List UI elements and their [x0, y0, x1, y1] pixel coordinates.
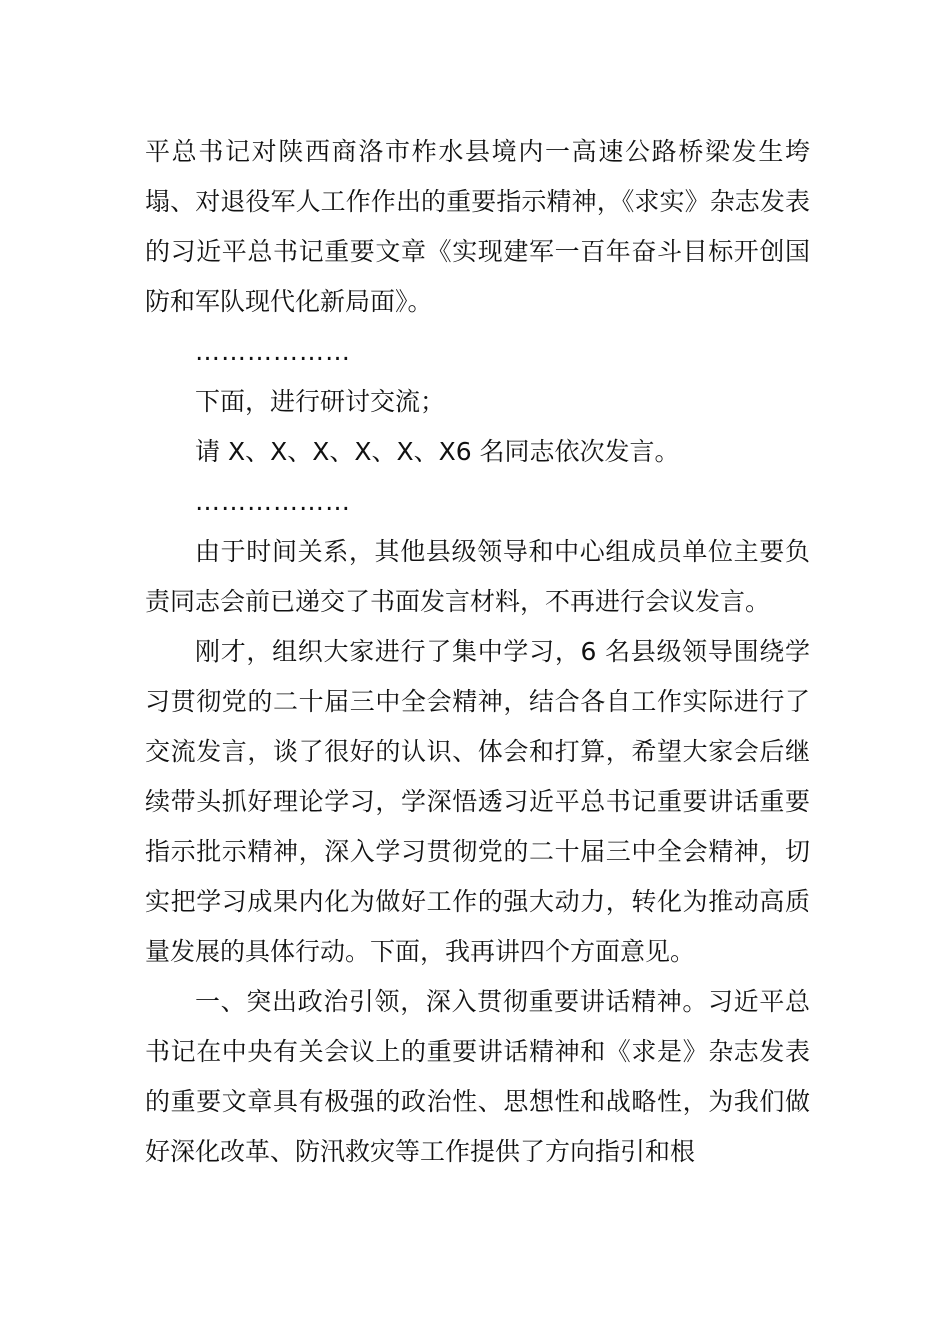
- paragraph-continuation: 平总书记对陕西商洛市柞水县境内一高速公路桥梁发生垮塌、对退役军人工作作出的重要指示精神，《求实》杂志发表的习近平总书记重要文章《实现建军一百年奋斗目标开创国防和军队现代化新局面》。: [145, 137, 810, 316]
- ellipsis-separator: ………………: [195, 337, 351, 366]
- paragraph-section-one: 一、突出政治引领，深入贯彻重要讲话精神。习近平总书记在中央有关会议上的重要讲话精神和《求是》杂志发表的重要文章具有极强的政治性、思想性和战略性，为我们做好深化改革、防汛救灾等工作提供了方向指引和根: [145, 987, 810, 1166]
- paragraph-discussion-intro: 下面，进行研讨交流；: [195, 387, 446, 416]
- document-page: [145, 127, 810, 1177]
- paragraph-summary: 刚才，组织大家进行了集中学习，6 名县级领导围绕学习贯彻党的二十届三中全会精神，结合各自工作实际进行了交流发言，谈了很好的认识、体会和打算，希望大家会后继续带头抓好理论学习，学深悟透习近平总书记重要讲话重要指示批示精神，深入学习贯彻党的二十届三中全会精神，切实把学习成果内化为做好工作的强大动力，转化为推动高质量发展的具体行动。下面，我再讲四个方面意见。: [145, 637, 810, 966]
- paragraph-written-materials: 由于时间关系，其他县级领导和中心组成员单位主要负责同志会前已递交了书面发言材料，不再进行会议发言。: [145, 537, 810, 616]
- ellipsis-separator: ………………: [195, 487, 351, 516]
- paragraph-speaker-list: 请 X、X、X、X、X、X6 名同志依次发言。: [195, 437, 680, 466]
